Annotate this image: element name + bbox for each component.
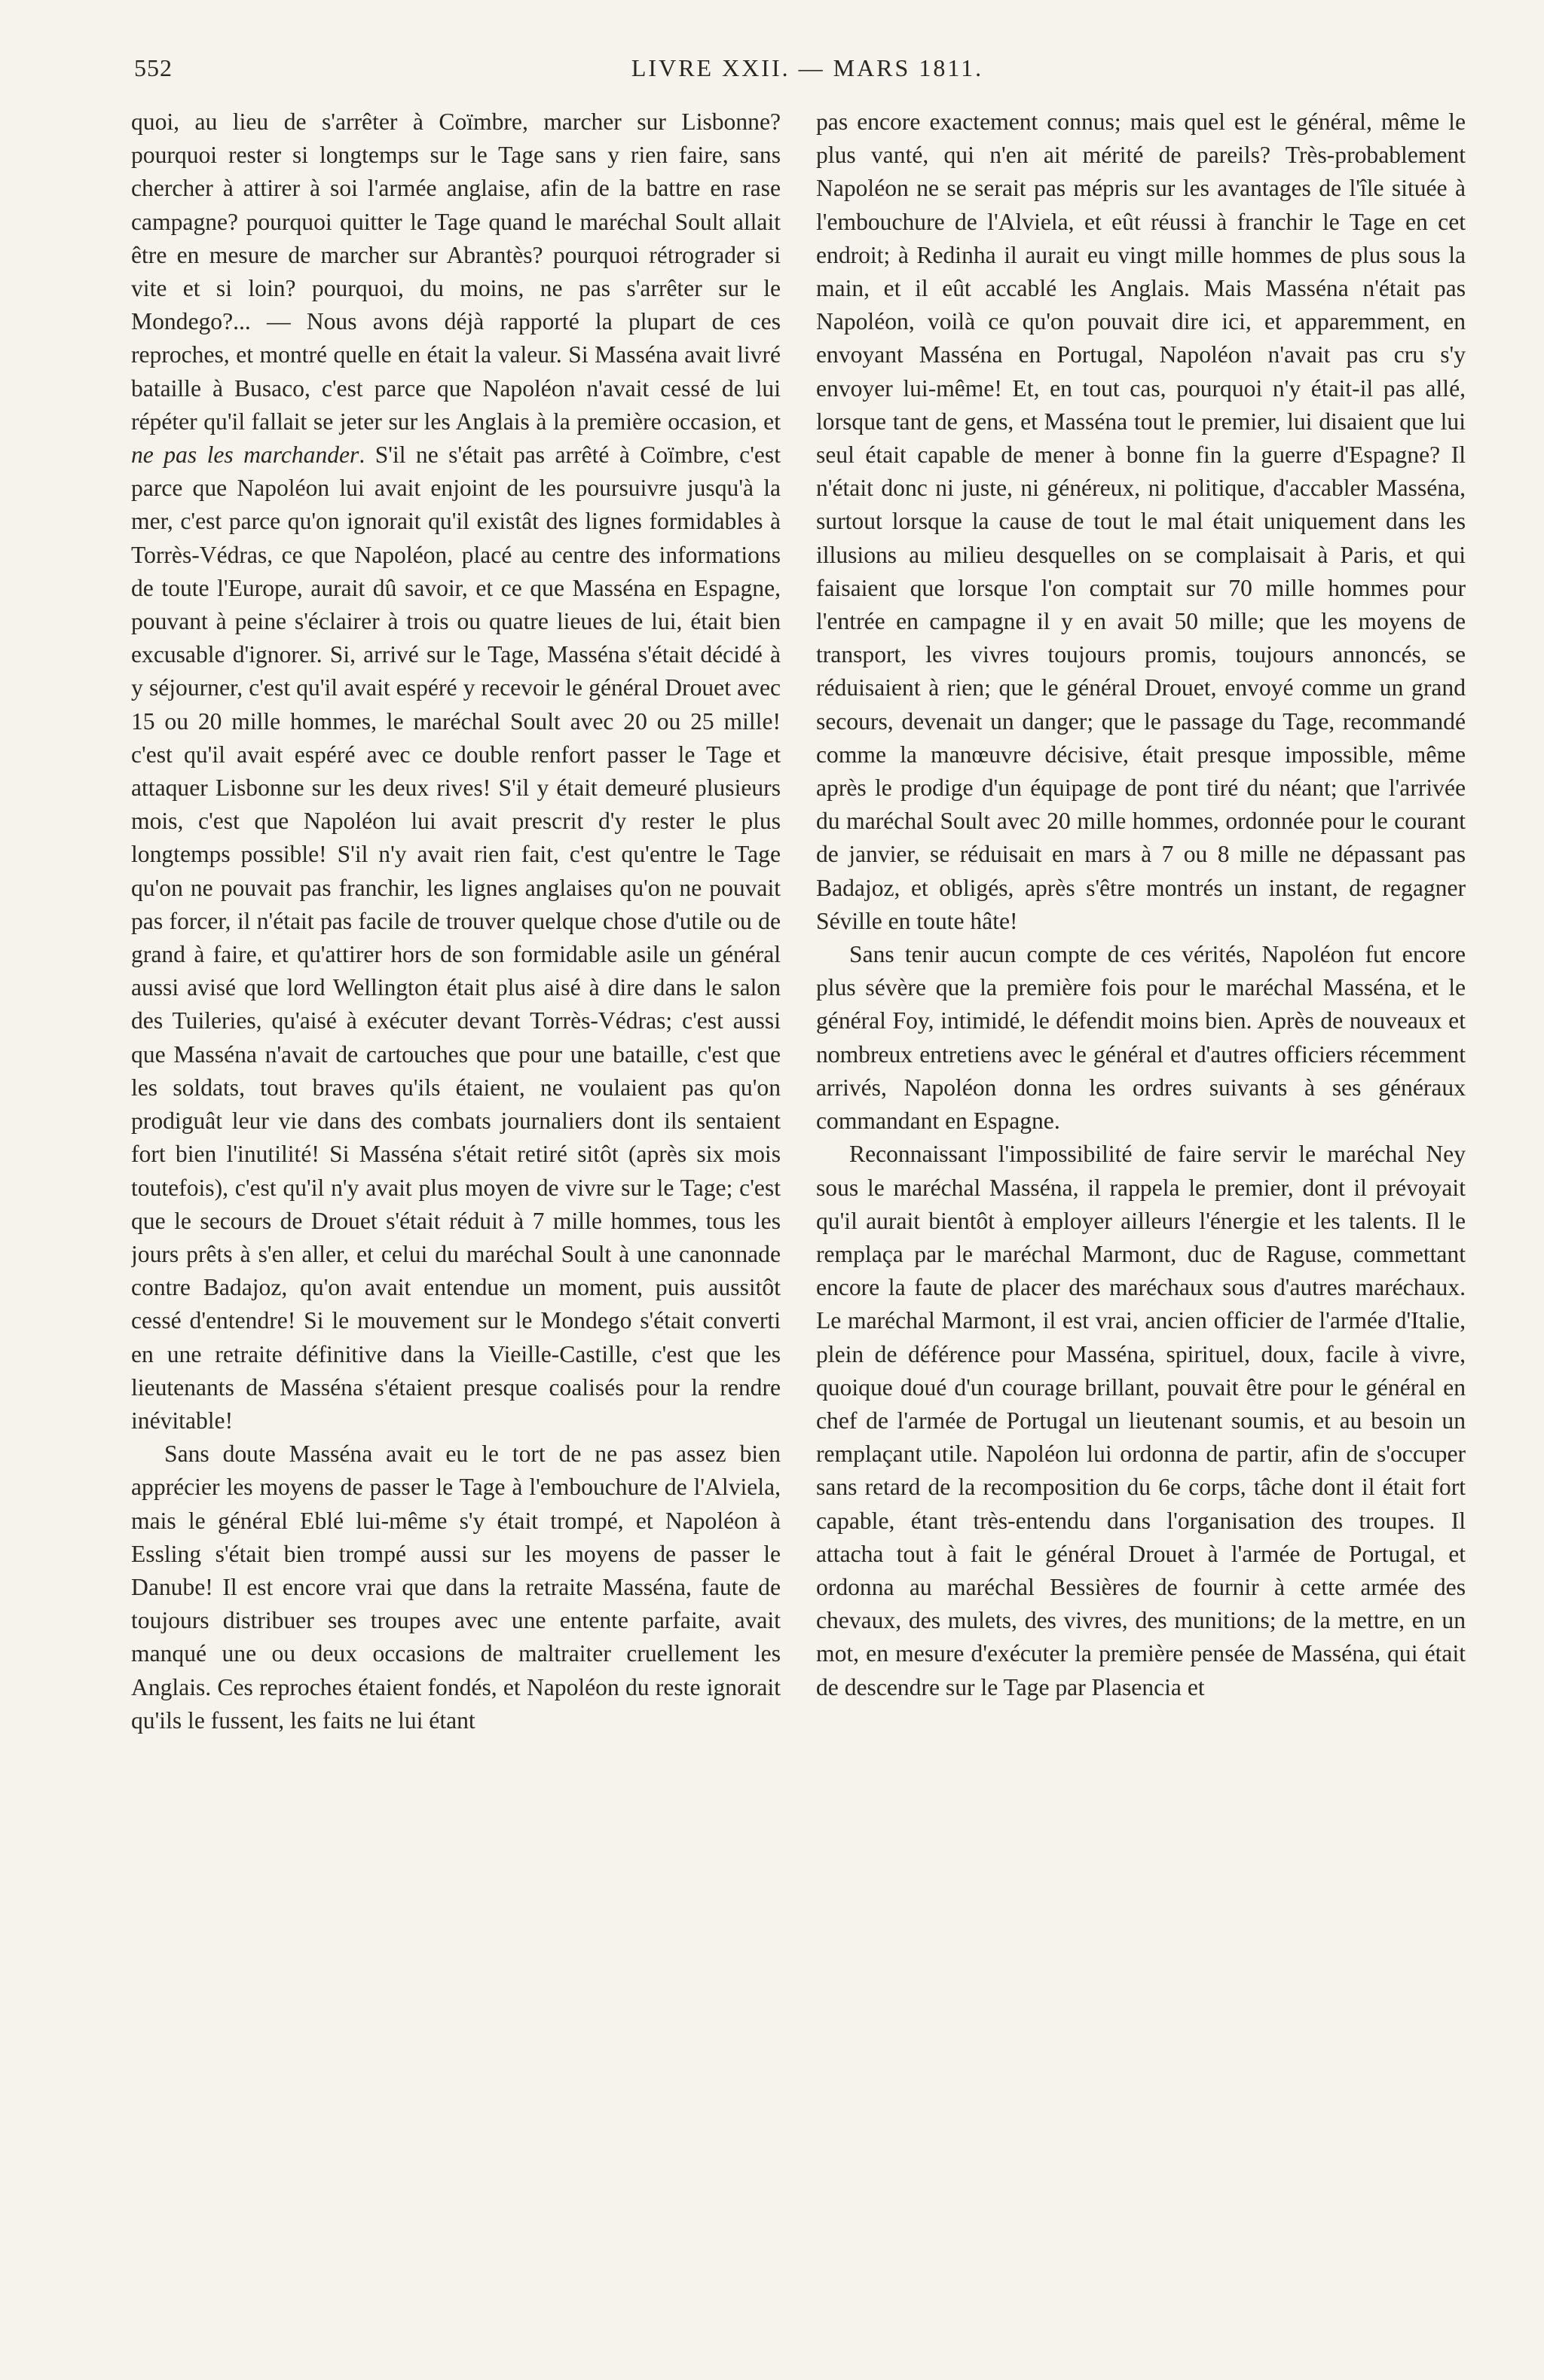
right-paragraph-2: Sans tenir aucun compte de ces vérités, Napoléon fut encore plus sévère que la première fois pour le maréchal Masséna, et le général Foy, intimidé, le défendit moins bien. Après de nouveaux et nombreux entretiens avec le général et d'autres officiers récemment arrivés, Napoléon donna les ordres suivants à ses généraux commandant en Espagne. [816,941,1466,1135]
running-title: LIVRE XXII. — MARS 1811. [631,54,984,81]
left-column [131,105,781,2305]
right-paragraph-1: pas encore exactement connus; mais quel est le général, même le plus vanté, qui n'en ait mérité de pareils? Très-probablement Napoléon ne se serait pas mépris sur les avantages de l'île située à l'embouchure de l'Alviela, et eût réussi à franchir le Tage en cet endroit; à Redinha il aurait eu vingt mille hommes de plus sous la main, et il eût accablé les Anglais. Mais Masséna n'était pas Napoléon, voilà ce qu'on pouvait dire ici, et apparemment, en envoyant Masséna en Portugal, Napoléon n'avait pas cru s'y envoyer lui-même! Et, en tout cas, pourquoi n'y était-il pas allé, lorsque tant de gens, et Masséna tout le premier, lui disaient que lui seul était capable de mener à bonne fin la guerre d'Espagne? Il n'était donc ni juste, ni généreux, ni politique, d'accabler Masséna, surtout lorsque la cause de tout le mal était uniquement dans les illusions au milieu desquelles on se complaisait à Paris, et qui faisaient que lorsque l'on comptait sur 70 mille hommes pour l'entrée en campagne il y en avait 50 mille; que les moyens de transport, les vivres toujours promis, toujours annoncés, se réduisaient à rien; que le général Drouet, envoyé comme un grand secours, devenait un danger; que le passage du Tage, recommandé comme la manœuvre décisive, était presque impossible, même après le prodige d'un équipage de pont tiré du néant; que l'arrivée du maréchal Soult avec 20 mille hommes, ordonnée pour le courant de janvier, se réduisait en mars à 7 ou 8 mille ne dépassant pas Badajoz, et obligés, après s'être montrés un instant, de regagner Séville en toute hâte! [816,108,1466,934]
page-number: 552 [134,54,173,81]
left-paragraph-2: Sans doute Masséna avait eu le tort de ne pas assez bien apprécier les moyens de passer le Tage à l'embouchure de l'Alviela, mais le général Eblé lui-même s'y était trompé, et Napoléon à Essling s'était bien trompé aussi sur les moyens de passer le Danube! Il est encore vrai que dans la retraite Masséna, faute de toujours distribuer ses troupes avec une entente parfaite, avait manqué une ou deux occasions de maltraiter cruellement les Anglais. Ces reproches étaient fondés, et Napoléon du reste ignorait qu'ils le fussent, les faits ne lui étant [131,1441,781,1734]
left-paragraph-1 [131,105,781,1437]
text-run: . S'il ne s'était pas arrêté à Coïmbre, c'est parce que Napoléon lui avait enjoint de les poursuivre jusqu'à la mer, c'est parce qu'on ignorait qu'il existât des lignes formidables à Torrès-Védras, ce que Napoléon, placé au centre des informations de toute l'Europe, aurait dû savoir, et ce que Masséna en Espagne, pouvant à peine s'éclairer à trois ou quatre lieues de lui, était bien excusable d'ignorer. Si, arrivé sur le Tage, Masséna s'était décidé à y séjourner, c'est qu'il avait espéré y recevoir le général Drouet avec 15 ou 20 mille hommes, le maréchal Soult avec 20 ou 25 mille! c'est qu'il avait espéré avec ce double renfort passer le Tage et attaquer Lisbonne sur les deux rives! S'il y était demeuré plusieurs mois, c'est que Napoléon lui avait prescrit d'y rester le plus longtemps possible! S'il n'y avait rien fait, c'est qu'entre le Tage qu'on ne pouvait pas franchir, les lignes anglaises qu'on ne pouvait pas forcer, il n'était pas facile de trouver quelque chose d'utile ou de grand à faire, et qu'attirer hors de son formidable asile un général aussi avisé que lord Wellington était plus aisé à dire dans le salon des Tuileries, qu'aisé à exécuter devant Torrès-Védras; c'est aussi que Masséna n'avait de cartouches que pour une bataille, c'est que les soldats, tout braves qu'ils étaient, ne voulaient pas qu'on prodiguât leur vie dans des combats journaliers dont ils sentaient fort bien l'inutilité! Si Masséna s'était retiré sitôt (après six mois toutefois), c'est qu'il n'y avait plus moyen de vivre sur le Tage; c'est que le secours de Drouet s'était réduit à 7 mille hommes, tous les jours prêts à s'en aller, et celui du maréchal Soult à une canonnade contre Badajoz, qu'on avait entendue un moment, puis aussitôt cessé d'entendre! Si le mouvement sur le Mondego s'était converti en une retraite définitive dans la Vieille-Castille, c'est que les lieutenants de Masséna s'étaient presque coalisés pour la rendre inévitable! [131,441,781,1434]
page-header [134,54,1481,92]
right-column [816,105,1466,2305]
italic-text-run: ne pas les marchander [131,441,359,469]
right-paragraph-3: Reconnaissant l'impossibilité de faire servir le maréchal Ney sous le maréchal Masséna, il rappela le premier, dont il prévoyait qu'il aurait bientôt à employer ailleurs l'énergie et les talents. Il le remplaça par le maréchal Marmont, duc de Raguse, commettant encore la faute de placer des maréchaux sous d'autres maréchaux. Le maréchal Marmont, il est vrai, ancien officier de l'armée d'Italie, plein de déférence pour Masséna, spirituel, doux, facile à vivre, quoique doué d'un courage brillant, pouvait être pour le général en chef de l'armée de Portugal un lieutenant soumis, et au besoin un remplaçant utile. Napoléon lui ordonna de partir, afin de s'occuper sans retard de la recomposition du 6e corps, tâche dont il était fort capable, étant très-entendu dans l'organisation des troupes. Il attacha tout à fait le général Drouet à l'armée de Portugal, et ordonna au maréchal Bessières de fournir à cette armée des chevaux, des mulets, des vivres, des munitions; de la mettre, en un mot, en mesure d'exécuter la première pensée de Masséna, qui était de descendre sur le Tage par Plasencia et [816,1141,1466,1700]
text-run: quoi, au lieu de s'arrêter à Coïmbre, marcher sur Lisbonne? pourquoi rester si longtemps sur le Tage sans y rien faire, sans chercher à attirer à soi l'armée anglaise, afin de la battre en rase campagne? pourquoi quitter le Tage quand le maréchal Soult allait être en mesure de marcher sur Abrantès? pourquoi rétrograder si vite et si loin? pourquoi, du moins, ne pas s'arrêter sur le Mondego?... — Nous avons déjà rapporté la plupart de ces reproches, et montré quelle en était la valeur. Si Masséna avait livré bataille à Busaco, c'est parce que Napoléon n'avait cessé de lui répéter qu'il fallait se jeter sur les Anglais à la première occasion, et [131,108,781,435]
